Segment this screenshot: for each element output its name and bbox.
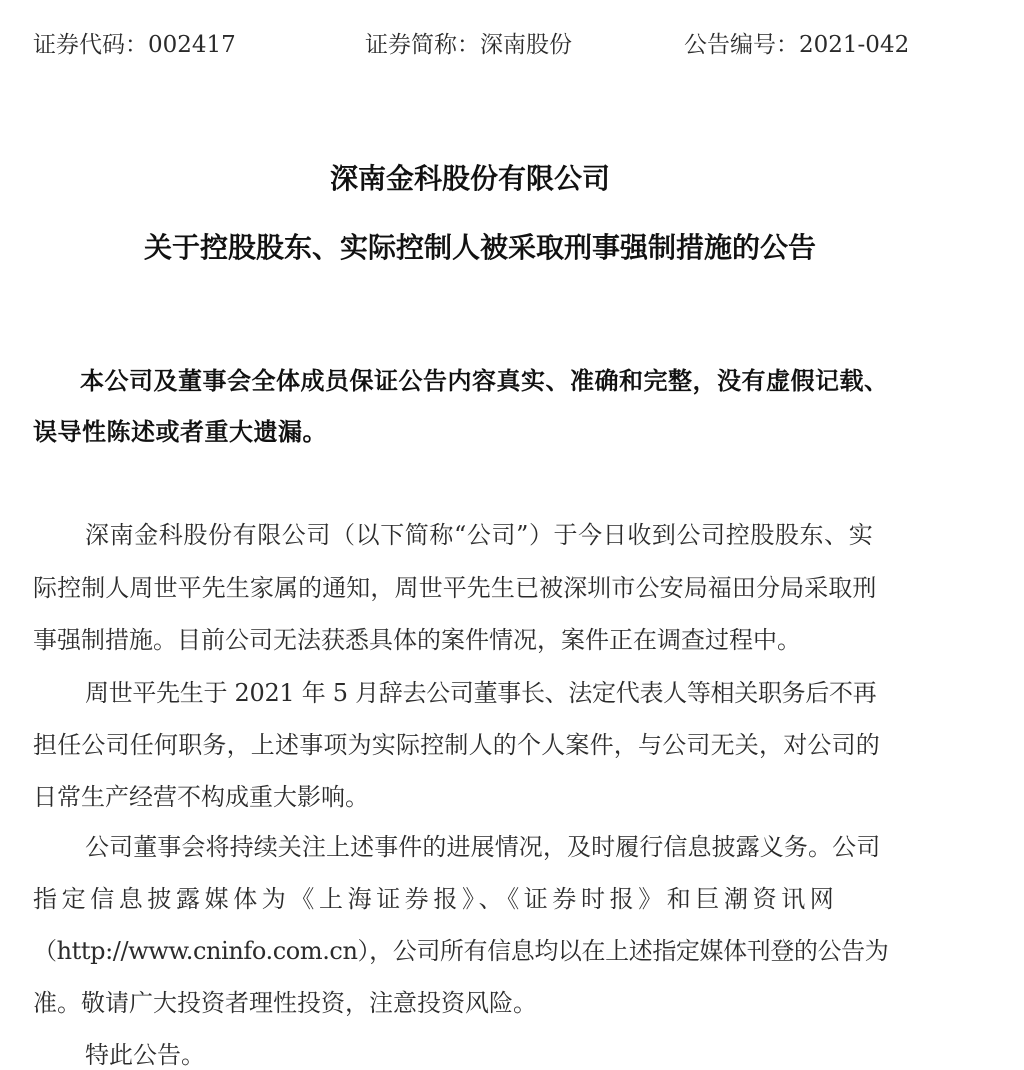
paragraph-2-line: 担任公司任何职务，上述事项为实际控制人的个人案件，与公司无关，对公司的: [33, 731, 880, 759]
announcement-title: 关于控股股东、实际控制人被采取刑事强制措施的公告: [143, 231, 816, 264]
company-name: 深南金科股份有限公司: [329, 162, 610, 195]
paragraph-2-line: 周世平先生于 2021 年 5 月辞去公司董事长、法定代表人等相关职务后不再: [85, 679, 877, 707]
declaration-line: 本公司及董事会全体成员保证公告内容真实、准确和完整，没有虚假记载、: [80, 366, 889, 395]
paragraph-3-line: 公司董事会将持续关注上述事件的进展情况，及时履行信息披露义务。公司: [85, 833, 881, 861]
declaration-line: 误导性陈述或者重大遗漏。: [33, 417, 327, 446]
paragraph-1-line: 事强制措施。目前公司无法获悉具体的案件情况，案件正在调查过程中。: [33, 626, 801, 654]
paragraph-2-line: 日常生产经营不构成重大影响。: [33, 783, 369, 811]
paragraph-3-line: 准。敬请广大投资者理性投资，注意投资风险。: [33, 989, 537, 1017]
announcement-number: 公告编号：2021-042: [684, 32, 910, 58]
paragraph-3-line: （http://www.cninfo.com.cn），公司所有信息均以在上述指定媒体刊登的公告为: [33, 937, 889, 965]
paragraph-1-line: 深南金科股份有限公司（以下简称“公司”）于今日收到公司控股股东、实: [85, 521, 874, 549]
closing-statement: 特此公告。: [85, 1041, 205, 1069]
security-code: 证券代码：002417: [33, 32, 236, 58]
security-abbreviation: 证券简称：深南股份: [365, 32, 572, 58]
paragraph-1-line: 际控制人周世平先生家属的通知，周世平先生已被深圳市公安局福田分局采取刑: [33, 574, 877, 602]
paragraph-3-line: 指定信息披露媒体为《上海证券报》、《证券时报》和巨潮资讯网: [33, 885, 839, 913]
